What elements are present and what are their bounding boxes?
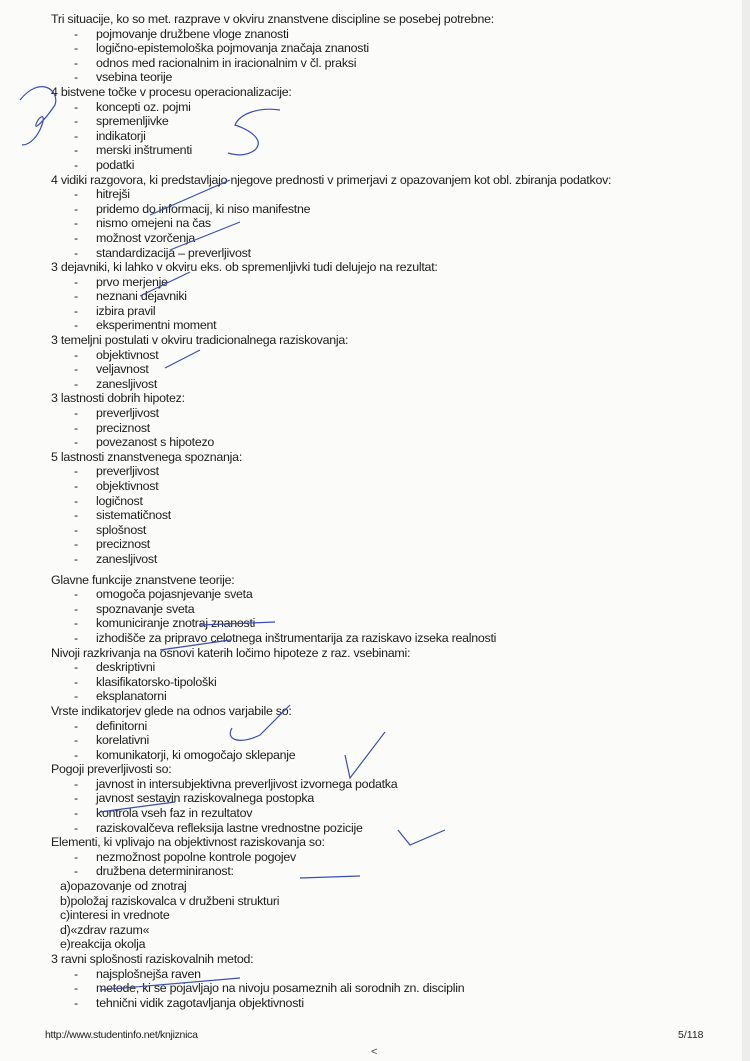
list-item-text: korelativni: [96, 733, 150, 748]
section-heading-text: 3 lastnosti dobrih hipotez:: [51, 391, 185, 406]
bullet-dash: -: [74, 216, 78, 231]
list-item-text: povezanost s hipotezo: [96, 435, 215, 450]
list-item: [0, 587, 750, 602]
bullet-dash: -: [74, 522, 78, 537]
bullet-dash: -: [74, 849, 78, 864]
list-item: [0, 494, 750, 509]
bullet-dash: -: [74, 362, 78, 377]
list-item: [0, 791, 750, 806]
list-item: [0, 246, 750, 261]
bullet-dash: -: [74, 420, 78, 435]
bullet-dash: -: [74, 747, 78, 762]
bullet-dash: -: [74, 966, 78, 981]
bullet-dash: -: [74, 128, 78, 143]
bullet-dash: -: [74, 187, 78, 202]
bullet-dash: -: [74, 616, 78, 631]
list-item-text: najsplošnejša raven: [96, 966, 201, 981]
bullet-dash: -: [74, 376, 78, 391]
section-heading: [0, 391, 750, 406]
list-item: [0, 435, 750, 450]
list-item-text: izbira pravil: [96, 303, 156, 318]
list-item: [0, 27, 750, 42]
list-item-text: klasifikatorsko-tipološki: [96, 674, 217, 689]
list-item: [0, 616, 750, 631]
list-item-text: hitrejši: [96, 187, 130, 202]
list-item: [0, 129, 750, 144]
list-item: [0, 537, 750, 552]
list-item: [0, 631, 750, 646]
list-item-text: pojmovanje družbene vloge znanosti: [96, 26, 289, 41]
list-item: [0, 689, 750, 704]
list-item: [0, 158, 750, 173]
bullet-dash: -: [74, 201, 78, 216]
bullet-dash: -: [74, 55, 78, 70]
list-item-text: preciznost: [96, 420, 150, 435]
bullet-dash: -: [74, 820, 78, 835]
list-item-text: logično-epistemološka pojmovanja značaja znanosti: [96, 41, 369, 56]
bullet-dash: -: [74, 318, 78, 333]
notes-part-1: [0, 12, 750, 567]
section-heading: [0, 704, 750, 719]
list-item: [0, 981, 750, 996]
bullet-dash: -: [74, 114, 78, 129]
bullet-dash: -: [74, 660, 78, 675]
document-page: [0, 12, 750, 1010]
list-item: [0, 806, 750, 821]
list-item-text: prvo merjenje: [96, 274, 168, 289]
scan-mark: <: [371, 1046, 378, 1058]
list-item-text: komuniciranje znotraj znanosti: [96, 616, 256, 631]
list-item: [0, 56, 750, 71]
list-item-text: izhodišče za pripravo celotnega inštrumentarija za raziskavo izseka realnosti: [96, 630, 497, 645]
section-heading: [0, 450, 750, 465]
list-item-text: komunikatorji, ki omogočajo sklepanje: [96, 747, 296, 762]
lettered-item: [0, 908, 750, 923]
section-heading-text: Tri situacije, ko so met. razprave v okviru znanstvene discipline se posebej potrebne:: [51, 12, 494, 26]
lettered-item-text: d)«zdrav razum«: [60, 922, 150, 937]
bullet-dash: -: [74, 733, 78, 748]
list-item: [0, 275, 750, 290]
section-heading: [0, 333, 750, 348]
section-heading-text: Elementi, ki vplivajo na objektivnost raziskovanja so:: [51, 835, 325, 850]
notes-part-2: [0, 573, 750, 1011]
bullet-dash: -: [74, 245, 78, 260]
list-item: [0, 202, 750, 217]
list-item: [0, 523, 750, 538]
bullet-dash: -: [74, 230, 78, 245]
bullet-dash: -: [74, 99, 78, 114]
list-item-text: pridemo do informacij, ki niso manifestne: [96, 201, 311, 216]
list-item: [0, 70, 750, 85]
list-item: [0, 996, 750, 1011]
list-item: [0, 216, 750, 231]
list-item-text: eksperimentni moment: [96, 318, 217, 333]
list-item-text: nezmožnost popolne kontrole pogojev: [96, 849, 296, 864]
list-item: [0, 187, 750, 202]
list-item: [0, 675, 750, 690]
list-item-text: standardizacija – preverljivost: [96, 245, 251, 260]
section-heading-text: 4 vidiki razgovora, ki predstavljajo njegove prednosti v primerjavi z opazovanjem kot obl. zbiranja podatkov:: [51, 172, 612, 187]
bullet-dash: -: [74, 274, 78, 289]
list-item-text: preciznost: [96, 537, 150, 552]
section-heading-text: Glavne funkcije znanstvene teorije:: [51, 572, 235, 587]
list-item: [0, 719, 750, 734]
list-item-text: javnost in intersubjektivna preverljivost izvornega podatka: [96, 776, 398, 791]
list-item: [0, 100, 750, 115]
lettered-item-text: e)reakcija okolja: [60, 937, 146, 952]
section-heading-text: Pogoji preverljivosti so:: [51, 762, 172, 777]
bullet-dash: -: [74, 806, 78, 821]
section-heading-text: Vrste indikatorjev glede na odnos varjabile so:: [51, 703, 292, 718]
bullet-dash: -: [74, 303, 78, 318]
list-item-text: odnos med racionalnim in iracionalnim v čl. praksi: [96, 55, 357, 70]
bullet-dash: -: [74, 41, 78, 56]
section-heading: [0, 573, 750, 588]
list-item-text: kontrola vseh faz in rezultatov: [96, 806, 253, 821]
list-item: [0, 660, 750, 675]
list-item: [0, 289, 750, 304]
list-item-text: definitorni: [96, 718, 147, 733]
section-heading: [0, 835, 750, 850]
list-item: [0, 748, 750, 763]
lettered-item: [0, 879, 750, 894]
list-item: [0, 41, 750, 56]
list-item-text: zanesljivost: [96, 376, 158, 391]
section-heading-text: 5 lastnosti znanstvenega spoznanja:: [51, 449, 243, 464]
bullet-dash: -: [74, 464, 78, 479]
list-item-text: deskriptivni: [96, 660, 155, 675]
list-item-text: merski inštrumenti: [96, 143, 193, 158]
footer-url[interactable]: http://www.studentinfo.net/knjiznica: [45, 1029, 198, 1041]
list-item-text: javnost sestavin raziskovalnega postopka: [96, 791, 314, 806]
bullet-dash: -: [74, 674, 78, 689]
list-item-text: spremenljivke: [96, 114, 169, 129]
list-item-text: objektivnost: [96, 347, 159, 362]
bullet-dash: -: [74, 791, 78, 806]
list-item-text: tehnični vidik zagotavljanja objektivnosti: [96, 995, 304, 1010]
list-item-text: metode, ki se pojavljajo na nivoju posameznih ali sorodnih zn. disciplin: [96, 981, 465, 996]
list-item-text: podatki: [96, 157, 135, 172]
bullet-dash: -: [74, 347, 78, 362]
list-item: [0, 602, 750, 617]
list-item-text: spoznavanje sveta: [96, 601, 195, 616]
list-item: [0, 143, 750, 158]
list-item-text: preverljivost: [96, 406, 159, 421]
list-item-text: nismo omejeni na čas: [96, 216, 211, 231]
section-heading-text: 4 bistvene točke v procesu operacionalizacije:: [51, 84, 292, 99]
list-item-text: možnost vzorčenja: [96, 230, 196, 245]
section-heading: [0, 173, 750, 188]
page-number: 5/118: [678, 1029, 704, 1041]
bullet-dash: -: [74, 551, 78, 566]
lettered-item: [0, 923, 750, 938]
lettered-item: [0, 937, 750, 952]
list-item: [0, 114, 750, 129]
section-heading: [0, 12, 750, 27]
scan-edge: [742, 0, 750, 1061]
bullet-dash: -: [74, 26, 78, 41]
list-item: [0, 864, 750, 879]
list-item: [0, 821, 750, 836]
list-item: [0, 377, 750, 392]
list-item-text: veljavnost: [96, 362, 149, 377]
list-item-text: zanesljivost: [96, 551, 158, 566]
list-item: [0, 464, 750, 479]
list-item-text: indikatorji: [96, 128, 146, 143]
bullet-dash: -: [74, 143, 78, 158]
section-heading-text: 3 dejavniki, ki lahko v okviru eks. ob spremenljivki tudi delujejo na rezultat:: [51, 260, 438, 275]
list-item-text: sistematičnost: [96, 508, 172, 523]
list-item-text: eksplanatorni: [96, 689, 167, 704]
bullet-dash: -: [74, 289, 78, 304]
list-item-text: omogoča pojasnjevanje sveta: [96, 587, 253, 602]
list-item-text: neznani dejavniki: [96, 289, 187, 304]
lettered-item-text: b)položaj raziskovalca v družbeni strukturi: [60, 893, 280, 908]
lettered-item: [0, 894, 750, 909]
bullet-dash: -: [74, 718, 78, 733]
bullet-dash: -: [74, 435, 78, 450]
list-item-text: družbena determiniranost:: [96, 864, 234, 879]
section-heading: [0, 646, 750, 661]
bullet-dash: -: [74, 587, 78, 602]
list-item: [0, 406, 750, 421]
bullet-dash: -: [74, 630, 78, 645]
list-item: [0, 318, 750, 333]
list-item-text: logičnost: [96, 493, 143, 508]
bullet-dash: -: [74, 864, 78, 879]
section-heading: [0, 952, 750, 967]
list-item-text: vsebina teorije: [96, 70, 173, 85]
list-item: [0, 508, 750, 523]
section-heading-text: 3 temeljni postulati v okviru tradicionalnega raziskovanja:: [51, 333, 349, 348]
list-item: [0, 304, 750, 319]
list-item-text: raziskovalčeva refleksija lastne vrednostne pozicije: [96, 820, 363, 835]
list-item: [0, 348, 750, 363]
section-heading-text: 3 ravni splošnosti raziskovalnih metod:: [51, 952, 254, 966]
list-item: [0, 479, 750, 494]
list-item: [0, 421, 750, 436]
bullet-dash: -: [74, 70, 78, 85]
list-item: [0, 552, 750, 567]
bullet-dash: -: [74, 995, 78, 1010]
lettered-item-text: c)interesi in vrednote: [60, 908, 170, 923]
bullet-dash: -: [74, 601, 78, 616]
bullet-dash: -: [74, 493, 78, 508]
section-heading: [0, 85, 750, 100]
bullet-dash: -: [74, 981, 78, 996]
list-item-text: objektivnost: [96, 479, 159, 493]
list-item: [0, 850, 750, 865]
list-item: [0, 733, 750, 748]
bullet-dash: -: [74, 157, 78, 172]
bullet-dash: -: [74, 689, 78, 704]
list-item: [0, 777, 750, 792]
list-item-text: preverljivost: [96, 464, 159, 479]
section-heading-text: Nivoji razkrivanja na osnovi katerih ločimo hipoteze z raz. vsebinami:: [51, 645, 411, 660]
section-heading: [0, 762, 750, 777]
lettered-item-text: a)opazovanje od znotraj: [60, 879, 187, 894]
bullet-dash: -: [74, 508, 78, 523]
bullet-dash: -: [74, 479, 78, 493]
section-heading: [0, 260, 750, 275]
list-item: [0, 362, 750, 377]
list-item-text: splošnost: [96, 522, 147, 537]
list-item-text: koncepti oz. pojmi: [96, 99, 191, 114]
list-item: [0, 967, 750, 982]
bullet-dash: -: [74, 776, 78, 791]
list-item: [0, 231, 750, 246]
bullet-dash: -: [74, 537, 78, 552]
bullet-dash: -: [74, 406, 78, 421]
